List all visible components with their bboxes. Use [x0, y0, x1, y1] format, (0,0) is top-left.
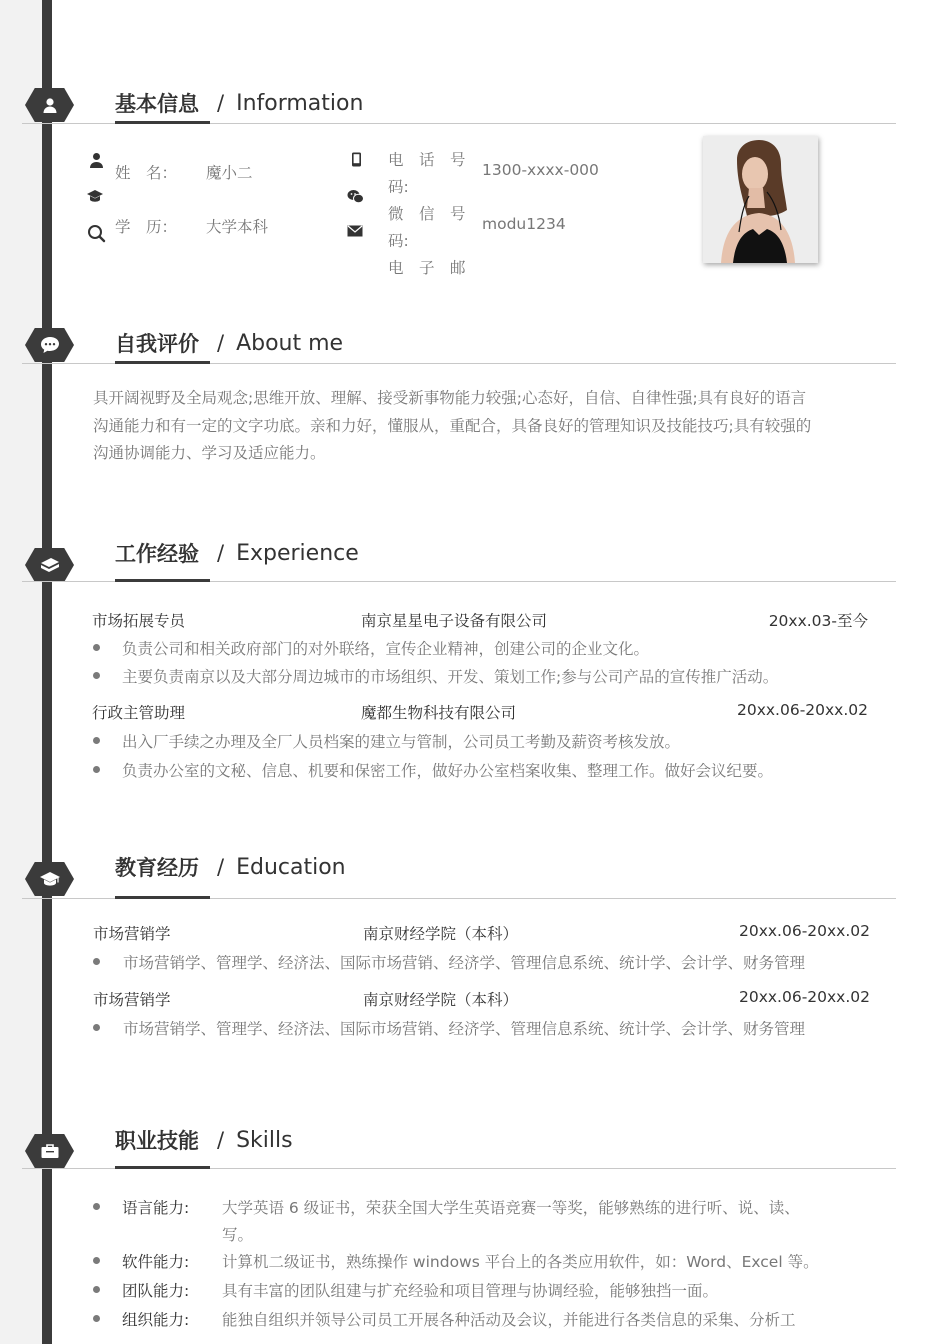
education-courses: 市场营销学、管理学、经济法、国际市场营销、经济学、管理信息系统、统计学、会计学、财务管理 — [123, 1020, 806, 1038]
skill-description: 能独自组织并领导公司员工开展各种活动及会议，并能进行各类信息的采集、分析工 — [222, 1311, 796, 1329]
wechat-icon — [346, 187, 364, 205]
job-duty: 负责公司和相关政府部门的对外联络，宣传企业精神，创建公司的企业文化。 — [122, 640, 650, 658]
bullet-point — [93, 766, 103, 776]
job-dates: 20xx.06-20xx.02 — [736, 701, 868, 719]
wechat-label: 微 信 号 — [388, 205, 466, 223]
name-value: 魔小二 — [206, 164, 253, 182]
skill-label: 组织能力: — [122, 1311, 190, 1329]
phone-value: 1300-xxxx-000 — [482, 161, 599, 179]
section-title-information — [115, 91, 363, 115]
section-title-cn: 教育经历 — [115, 856, 199, 880]
title-separator: / — [217, 541, 225, 565]
skill-label: 软件能力: — [122, 1253, 190, 1271]
self-evaluation-line: 沟通能力和有一定的文字功底。亲和力好，懂服从，重配合，具备良好的管理知识及技能技巧;具有较强的 — [93, 416, 812, 435]
skill-description-cont: 写。 — [222, 1226, 254, 1244]
section-title-underline — [115, 121, 210, 124]
section-title-en: Experience — [236, 540, 359, 566]
section-title-cn: 职业技能 — [115, 1129, 199, 1153]
profile-photo — [703, 136, 818, 263]
section-title-underline — [115, 579, 210, 582]
job-duty: 主要负责南京以及大部分周边城市的市场组织、开发、策划工作;参与公司产品的宣传推广活动。 — [122, 668, 779, 686]
phone-label-cont: 码: — [388, 178, 409, 196]
company-name: 南京星星电子设备有限公司 — [361, 612, 548, 630]
bullet-point — [93, 672, 103, 682]
section-title-en: About me — [236, 330, 344, 356]
self-evaluation-line: 具开阔视野及全局观念;思维开放、理解、接受新事物能力较强;心态好，自信、自律性强;具有良好的语言 — [93, 389, 807, 407]
section-title-about-me — [115, 331, 343, 355]
envelope-icon — [346, 223, 364, 239]
section-title-cn: 自我评价 — [115, 332, 199, 356]
self-evaluation-line: 沟通协调能力、学习及适应能力。 — [93, 444, 326, 462]
section-title-underline — [115, 896, 210, 899]
skill-label: 语言能力: — [122, 1199, 190, 1217]
wechat-value: modu1234 — [482, 215, 566, 233]
bullet-point — [93, 1203, 103, 1213]
name-label: 姓 名： — [115, 164, 178, 182]
bullet-point — [93, 1257, 103, 1267]
section-title-cn: 基本信息 — [115, 92, 199, 116]
section-title-skills — [115, 1128, 293, 1152]
search-icon — [86, 223, 106, 243]
education-courses: 市场营销学、管理学、经济法、国际市场营销、经济学、管理信息系统、统计学、会计学、财务管理 — [123, 954, 806, 972]
section-title-en: Skills — [236, 1127, 293, 1153]
job-dates: 20xx.03-至今 — [768, 612, 868, 630]
school-name: 南京财经学院（本科） — [363, 991, 519, 1009]
mobile-phone-icon — [348, 151, 364, 167]
graduation-cap-icon — [86, 187, 104, 205]
education-value: 大学本科 — [206, 218, 269, 236]
education-dates: 20xx.06-20xx.02 — [738, 988, 870, 1006]
email-label: 电 子 邮 — [388, 259, 466, 277]
briefcase-icon — [25, 1134, 74, 1168]
person-icon — [87, 151, 105, 169]
title-separator: / — [217, 91, 225, 115]
job-title: 行政主管助理 — [92, 704, 186, 722]
skill-description: 计算机二级证书，熟练操作 windows 平台上的各类应用软件，如：Word、Excel 等。 — [222, 1253, 819, 1271]
bullet-point — [93, 958, 103, 968]
section-title-en: Education — [236, 854, 346, 880]
education-label: 学 历： — [115, 218, 178, 236]
bullet-point — [93, 1024, 103, 1034]
title-separator: / — [217, 855, 225, 879]
book-icon — [25, 548, 74, 582]
wechat-label-cont: 码: — [388, 232, 409, 250]
company-name: 魔都生物科技有限公司 — [361, 704, 517, 722]
school-name: 南京财经学院（本科） — [363, 925, 519, 943]
job-duty: 负责办公室的文秘、信息、机要和保密工作，做好办公室档案收集、整理工作。做好会议纪要。 — [122, 762, 774, 780]
section-title-underline — [115, 361, 210, 364]
user-icon — [25, 88, 74, 122]
title-separator: / — [217, 1128, 225, 1152]
graduation-cap-icon — [25, 862, 74, 896]
bullet-point — [93, 1286, 103, 1296]
bullet-point — [93, 1315, 103, 1325]
skill-description: 具有丰富的团队组建与扩充经验和项目管理与协调经验，能够独挡一面。 — [222, 1282, 719, 1300]
skill-label: 团队能力: — [122, 1282, 190, 1300]
phone-label: 电 话 号 — [388, 151, 466, 169]
self-evaluation-text — [93, 385, 873, 468]
section-title-en: Information — [236, 90, 364, 116]
bullet-point — [93, 737, 103, 747]
education-dates: 20xx.06-20xx.02 — [738, 922, 870, 940]
section-title-education — [115, 855, 346, 879]
job-title: 市场拓展专员 — [92, 612, 186, 630]
education-major: 市场营销学 — [93, 925, 171, 943]
section-title-underline — [115, 1166, 210, 1169]
job-duty: 出入厂手续之办理及全厂人员档案的建立与管制，公司员工考勤及薪资考核发放。 — [122, 733, 681, 751]
title-separator: / — [217, 331, 225, 355]
skill-description: 大学英语 6 级证书，荣获全国大学生英语竞赛一等奖，能够熟练的进行听、说、读、 — [222, 1199, 800, 1217]
education-major: 市场营销学 — [93, 991, 171, 1009]
section-title-experience — [115, 541, 359, 565]
bullet-point — [93, 644, 103, 654]
section-title-cn: 工作经验 — [115, 542, 199, 566]
chat-bubble-icon — [25, 328, 74, 362]
